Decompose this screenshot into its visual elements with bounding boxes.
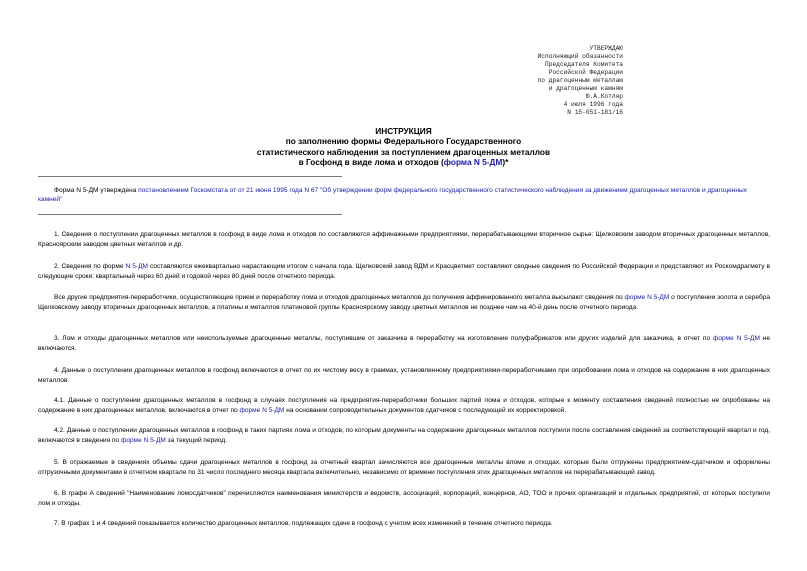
divider-top (38, 176, 342, 177)
form-link[interactable]: форме N 5-ДМ (624, 294, 670, 301)
title-line-2: по заполнению формы Федерального Государственного (285, 136, 522, 147)
paragraph-5: 4. Данные о поступлении драгоценных металлов в госфонд включаются в отчет по их чистому весу в граммах, установленному предприятиями-переработчиками при опробовании лома и отходов на содержание в них драгоценных металлов. (38, 367, 770, 384)
paragraph-4: 3. Лом и отходы драгоценных металлов или неиспользуемые драгоценные металлы, поступившие от заказчика в переработку на изготовление полуфабрикатов или других изделий для заказчика, в отчет по форме N 5-ДМ не включаются. (38, 335, 771, 352)
divider-bottom (38, 214, 342, 215)
approval-line: 4 июля 1996 года (563, 101, 623, 109)
approval-line: Ю.А.Котляр (585, 93, 623, 101)
form-link[interactable]: форме N 5-ДМ (239, 406, 285, 414)
approval-line: Исполняющий обязанности (537, 53, 623, 61)
form-link[interactable]: форме N 5-ДМ (120, 436, 166, 444)
decree-link[interactable]: постановлением Госкомстата от от 21 июня 1995 года N 67 "Об утверждении форм федерального государственного статистического наблюдения за движением драгоценных металлов и драгоценных камней" (38, 187, 747, 203)
paragraph-10: 7. В графах 1 и 4 сведений показывается количество драгоценных металлов, подлежащих сдаче в госфонд с учетом всех изменений в течение отчетного периода. (54, 520, 553, 527)
approval-line: УТВЕРЖДАЮ (589, 45, 623, 52)
approval-line: N 15-051-181/16 (567, 109, 623, 117)
approval-stamp (538, 45, 623, 117)
approval-line: Российской Федерации (548, 69, 623, 77)
approval-line: по драгоценным металлам (537, 77, 623, 85)
paragraph-1: 1. Сведения о поступлении драгоценных металлов в госфонд в виде лома и отходов по составляются аффинажными предприятиями, перерабатывающими вторичное сырье: Щелковским заводом вторичных драгоценных металлов, Красноярским заводом цветных металлов и др. (38, 231, 770, 248)
title-line-4: в Госфонд в виде лома и отходов (форма N 5-ДМ)* (298, 156, 509, 167)
form-link[interactable]: форме N 5-ДМ (712, 335, 760, 342)
approval-line: Председателя Комитета (545, 61, 623, 69)
document-title (0, 126, 807, 167)
title-line-1: ИНСТРУКЦИЯ (375, 126, 432, 136)
footnote: Форма N 5-ДМ утверждена постановлением Госкомстата от от 21 июня 1995 года N 67 "Об утверждении форм федерального государственного статистического наблюдения за движением драгоценных металлов и драгоценных камней" (38, 187, 747, 203)
paragraph-3: Все другие предприятия-переработчики, осуществляющие прием и переработку лома и отходов драгоценных металлов до получения аффинированного металла высылают сведения по форме N 5-ДМ о поступлении золота и серебра Щелковскому заводу вторичных драгоценных металлов, а платины и металлов платиновой группы Красноярскому заводу цветных металлов не позднее чем на 40-й день после отчетного периода. (38, 294, 771, 311)
approval-line: и драгоценным камням (548, 85, 623, 93)
paragraph-8: 5. В отражаемые в сведениях объемы сдачи драгоценных металлов в госфонд за отчетный квартал зачисляются все драгоценные металлы вломе и отходах, которые были отгружены предприятием-сдатчиком и оформлены отгрузочными документами в отчетном квартале по 31 число последнего месяца квартала включительно, независимо от времени поступления этих драгоценных металлов на перерабатывающий завод. (38, 459, 770, 476)
paragraph-9: 6. В графе А сведений "Наименование ломосдатчиков" перечисляются наименования министерств и ведомств, ассоциаций, корпораций, концернов, АО, ТОО и прочих организаций и отдельных предприятий, от которых поступили лом и отходы. (38, 490, 770, 507)
form-link[interactable]: форма N 5-ДМ (443, 156, 503, 167)
paragraph-6: 4.1. Данные о поступлении драгоценных металлов в госфонд в случаях поступления на предприятия-переработчики больших партий лома и отходов, которые к моменту составления сведений полностью не опробованы на содержание в них драгоценных металлов, включаются в отчет по форме N 5-ДМ на основании сопроводительных документов сдатчиков с последующей их корректировкой. (38, 397, 770, 414)
form-link[interactable]: N 5-ДМ (125, 263, 148, 270)
paragraph-7: 4.2. Данные о поступлении драгоценных металлов в госфонд в таких партиях лома и отходов, по которым документы на содержание драгоценных металлов поступили после составления сведений за соответствующий квартал и год, включаются в сведения по форме N 5-ДМ за текущий период. (38, 427, 770, 444)
paragraph-2: 2. Сведения по форме N 5-ДМ составляются ежеквартально нарастающим итогом с начала года. Щелковский завод ВДМ и Красцветмет составляют сводные сведения по Российской Федерации и представляют их Роскомдрагмету в следующие сроки: квартальный через 60 дней и годовой через 80 дней после отчетного периода. (38, 263, 770, 280)
title-line-3: статистического наблюдения за поступлением драгоценных металлов (256, 146, 551, 157)
